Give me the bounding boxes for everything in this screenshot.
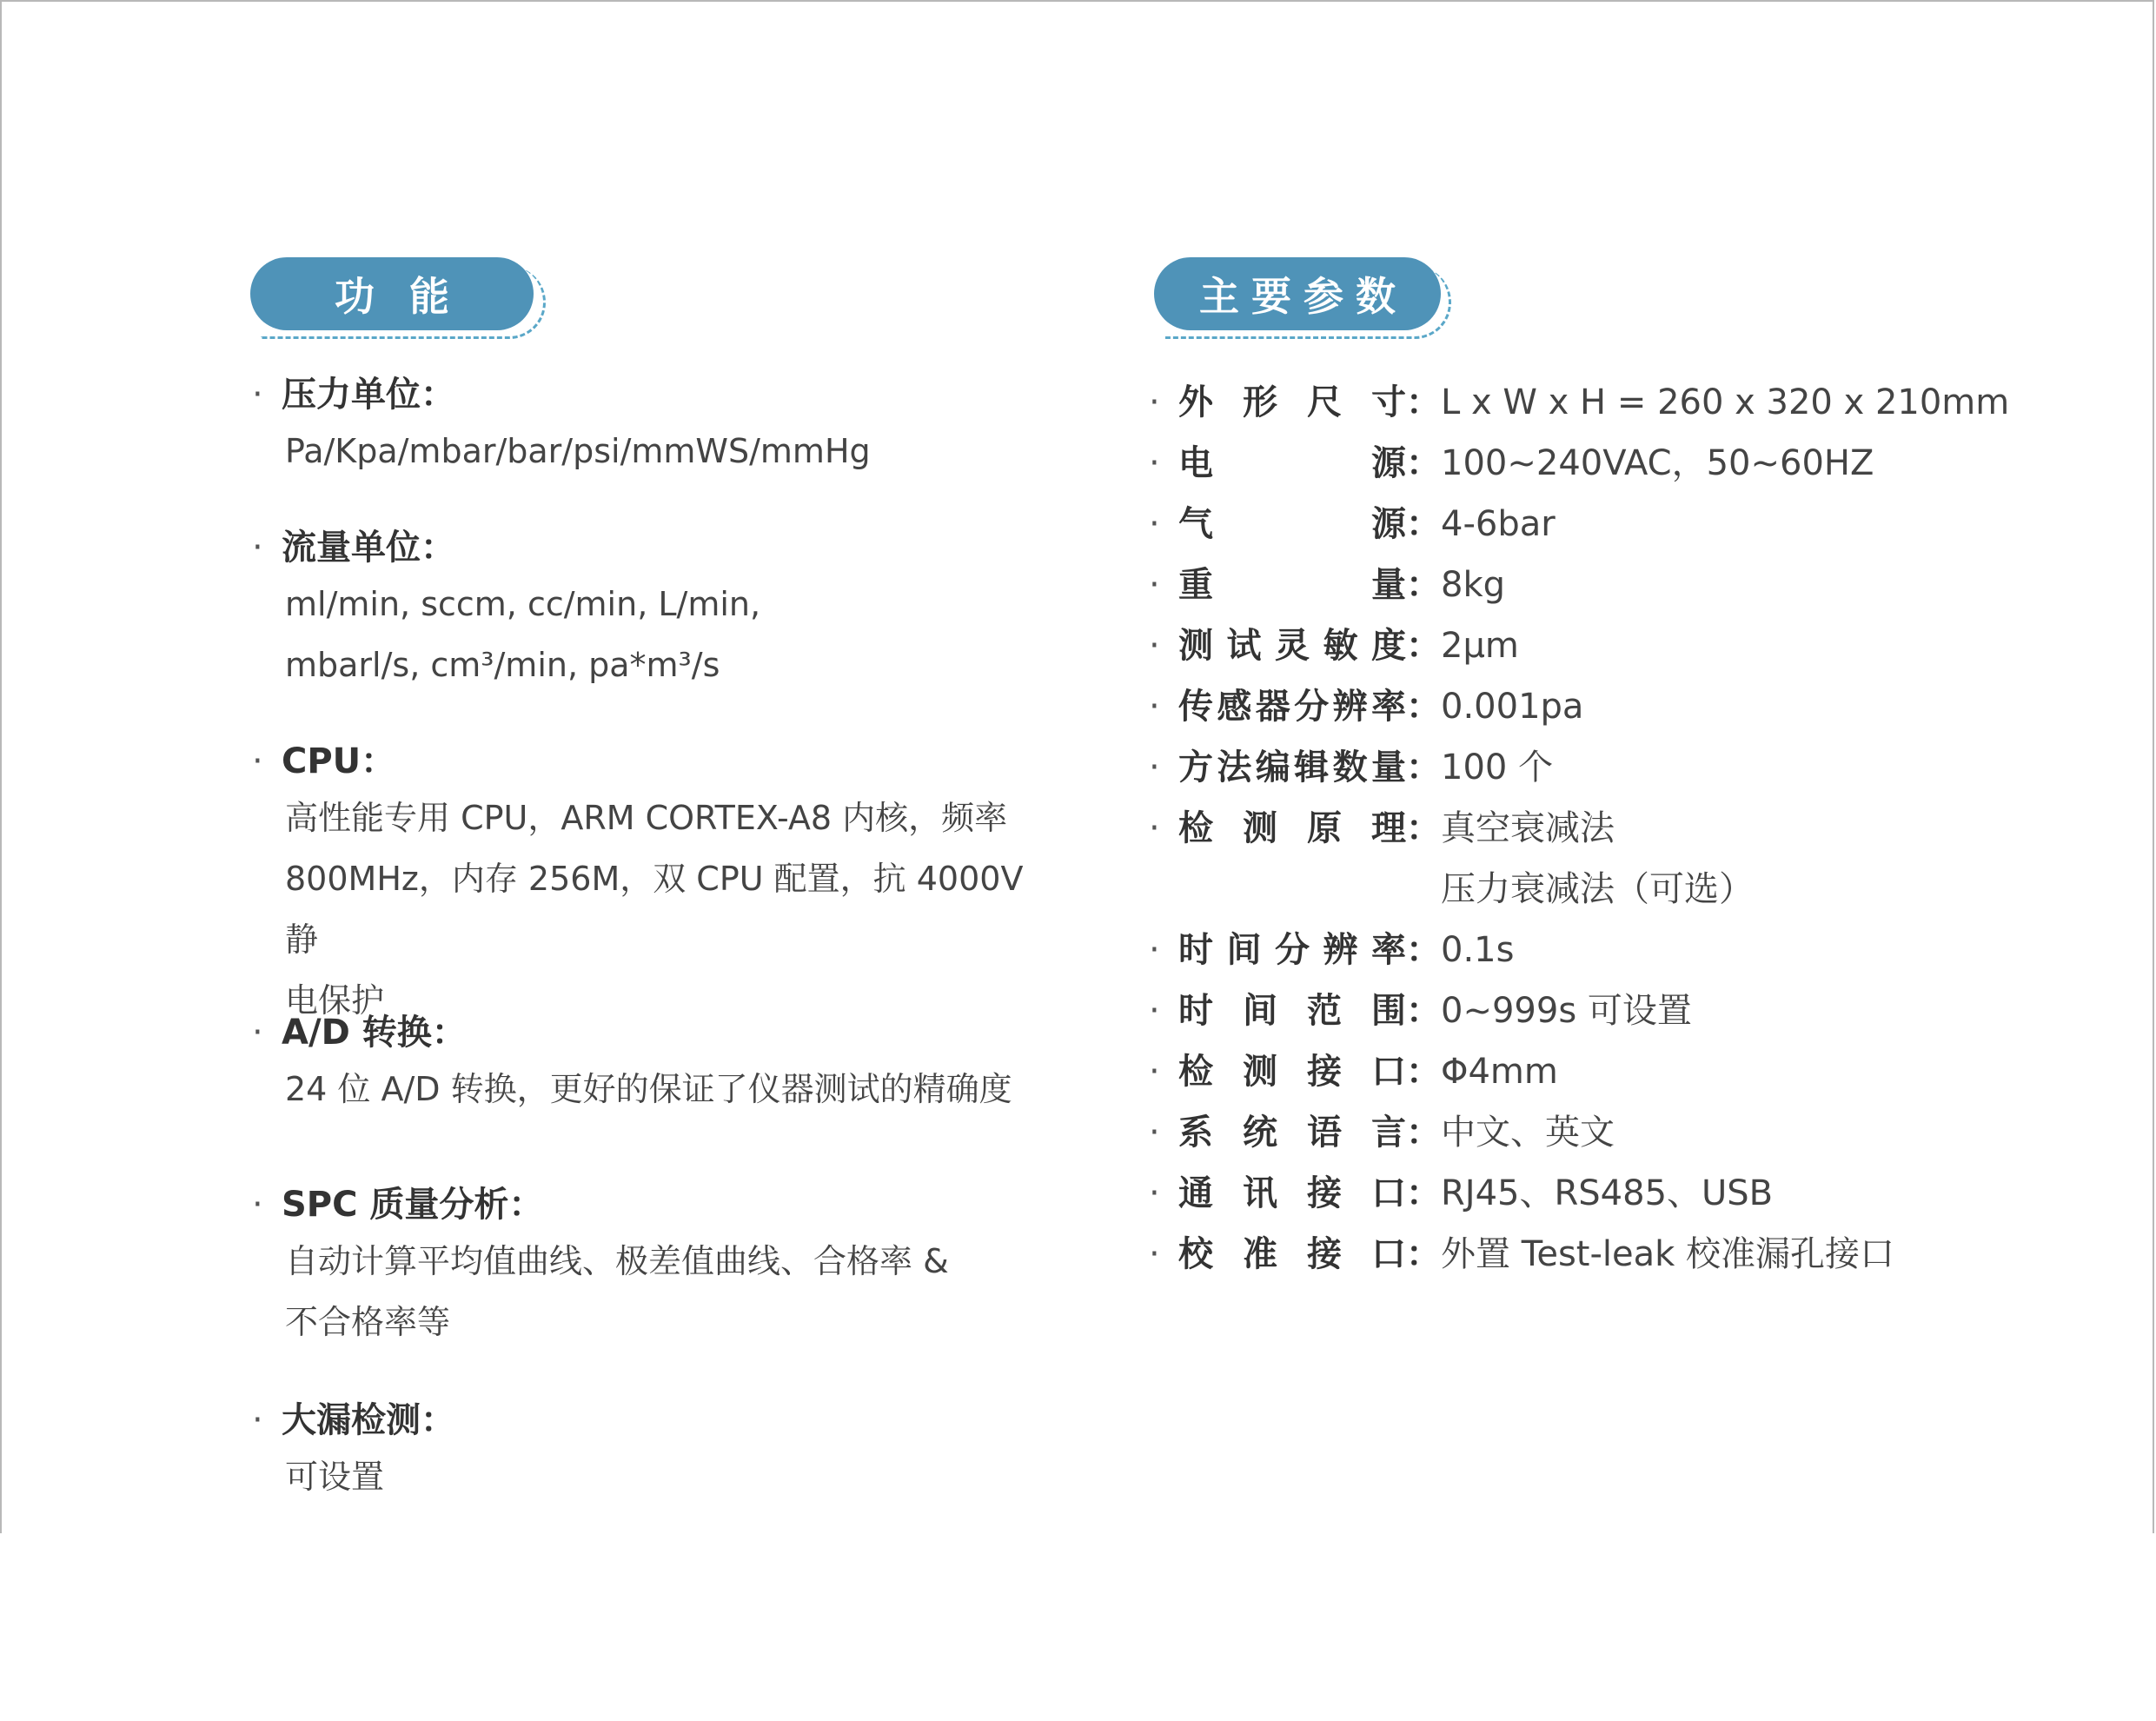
feature-title [252, 1394, 1051, 1446]
bullet: · [1149, 1234, 1160, 1274]
parameter-label-char: 试 [1226, 626, 1262, 666]
bullet: · [1149, 565, 1160, 605]
parameter-label-char: 校 [1178, 1234, 1213, 1274]
bullet: · [1149, 748, 1160, 787]
parameter-label-char: 尺 [1307, 382, 1342, 422]
bullet: · [1149, 1173, 1160, 1213]
bullet: · [252, 741, 263, 781]
parameter-value: 0.1s [1441, 930, 1515, 970]
bullet: · [1149, 687, 1160, 727]
parameter-label-char: 度 [1371, 626, 1406, 666]
parameter-value: RJ45、RS485、USB [1441, 1173, 1774, 1213]
functions-header [250, 257, 546, 341]
parameter-label-char: 测 [1178, 626, 1213, 666]
parameter-label-char: 外 [1178, 382, 1213, 422]
feature-title [252, 1007, 1051, 1059]
parameter-label-char: 间 [1226, 930, 1262, 970]
bullet: · [252, 1400, 263, 1440]
parameter-label-char: 灵 [1275, 626, 1310, 666]
parameter-value: 中文、英文 [1441, 1113, 1615, 1153]
parameter-label [1178, 555, 1406, 615]
parameter-label-char: 形 [1243, 382, 1277, 422]
parameter-label-char: 讯 [1243, 1173, 1277, 1213]
parameter-label [1178, 433, 1406, 494]
feature-body: 24 位 A/D 转换，更好的保证了仪器测试的精确度 [285, 1070, 1012, 1108]
parameter-label-char: 系 [1178, 1113, 1213, 1153]
parameter-row [1149, 494, 2139, 555]
parameter-label [1178, 494, 1406, 555]
parameter-value: 100 个 [1441, 748, 1554, 787]
feature-body: Pa/Kpa/mbar/bar/psi/mmWS/mmHg [285, 432, 871, 470]
parameter-label-char: 辑 [1294, 748, 1330, 787]
parameter-label-char: 统 [1243, 1113, 1277, 1153]
parameter-label [1178, 676, 1406, 737]
parameter-label-char: 传 [1178, 687, 1213, 727]
parameter-label-char: 量 [1371, 565, 1406, 605]
parameters-header-label: 主要参数 [1154, 257, 1441, 330]
parameter-label-char: 率 [1371, 930, 1406, 970]
parameter-label-char: 感 [1217, 687, 1252, 727]
parameter-label-char: 敏 [1323, 626, 1358, 666]
bullet: · [252, 375, 263, 415]
feature-flow-units [252, 522, 1051, 695]
parameter-label-char: 源 [1371, 443, 1406, 483]
feature-body: 可设置 [285, 1458, 385, 1496]
parameter-row [1149, 555, 2139, 615]
parameter-row [1149, 737, 2139, 798]
parameter-colon: ： [1406, 991, 1441, 1031]
parameter-label-char: 间 [1243, 991, 1277, 1031]
parameter-value: 0.001pa [1441, 687, 1584, 727]
parameter-value: 4-6bar [1441, 504, 1556, 544]
parameter-colon: ： [1406, 565, 1441, 605]
parameter-value: 真空衰减法 压力衰减法（可选） [1441, 808, 1754, 909]
parameters-header [1154, 257, 1449, 341]
parameter-colon: ： [1406, 1173, 1441, 1213]
bullet: · [252, 1185, 263, 1225]
bullet: · [1149, 443, 1160, 483]
feature-title-text: A/D 转换： [282, 1013, 467, 1053]
parameter-label [1178, 920, 1406, 980]
parameter-label-char: 量 [1370, 748, 1406, 787]
parameter-label [1178, 1163, 1406, 1224]
parameter-label-char: 语 [1307, 1113, 1342, 1153]
parameter-label [1178, 372, 1406, 433]
parameter-label-char: 数 [1332, 748, 1368, 787]
bullet: · [1149, 504, 1160, 544]
parameter-label-char: 准 [1243, 1234, 1277, 1274]
bullet: · [252, 1013, 263, 1053]
parameter-colon: ： [1406, 930, 1441, 970]
parameter-row [1149, 1163, 2139, 1224]
parameter-label [1178, 1041, 1406, 1102]
parameter-label-char: 方 [1178, 748, 1213, 787]
feature-body: ml/min, sccm, cc/min, L/min, mbarl/s, cm³/min, pa*m³/s [285, 585, 761, 684]
parameter-colon: ： [1406, 443, 1441, 483]
parameter-value: 2μm [1441, 626, 1519, 666]
feature-title [252, 522, 1051, 574]
parameter-label-char: 口 [1371, 1052, 1406, 1092]
feature-title [252, 735, 1051, 787]
parameter-label-char: 编 [1255, 748, 1290, 787]
parameter-value: Φ4mm [1441, 1052, 1558, 1092]
parameter-label [1178, 798, 1406, 859]
parameter-label-char: 电 [1178, 443, 1213, 483]
parameter-label-char: 口 [1371, 1173, 1406, 1213]
parameter-label-char: 口 [1371, 1234, 1406, 1274]
parameter-label-char: 法 [1217, 748, 1252, 787]
feature-gross-leak [252, 1394, 1051, 1507]
feature-title-text: CPU： [282, 741, 396, 781]
parameter-label-char: 器 [1255, 687, 1290, 727]
parameter-colon: ： [1406, 504, 1441, 544]
parameter-row [1149, 1041, 2139, 1102]
bullet: · [252, 528, 263, 568]
feature-cpu [252, 735, 1051, 1031]
parameter-label-char: 检 [1178, 808, 1213, 848]
parameter-row [1149, 1102, 2139, 1163]
parameter-label-char: 接 [1307, 1234, 1342, 1274]
feature-title-text: 流量单位： [282, 528, 455, 568]
parameter-value: 8kg [1441, 565, 1506, 605]
bullet: · [1149, 1052, 1160, 1092]
feature-ad-conversion [252, 1007, 1051, 1120]
parameter-colon: ： [1406, 748, 1441, 787]
feature-body: 高性能专用 CPU，ARM CORTEX-A8 内核，频率 800MHz，内存 256M，双 CPU 配置，抗 4000V 静 电保护 [285, 799, 1024, 1020]
bullet: · [1149, 1113, 1160, 1153]
functions-header-label: 功能 [250, 257, 534, 330]
parameter-label-char: 原 [1307, 808, 1342, 848]
parameter-label-char: 分 [1275, 930, 1310, 970]
parameter-label-char: 接 [1307, 1173, 1342, 1213]
parameter-label-char: 辨 [1323, 930, 1358, 970]
bullet: · [1149, 626, 1160, 666]
parameter-colon: ： [1406, 1113, 1441, 1153]
parameter-label-char: 分 [1294, 687, 1330, 727]
feature-title [252, 1179, 1051, 1231]
parameter-label-char: 重 [1178, 565, 1213, 605]
parameter-row [1149, 1224, 2139, 1285]
parameter-label-char: 源 [1371, 504, 1406, 544]
parameter-value: 100~240VAC，50~60HZ [1441, 443, 1874, 483]
parameter-value: 0~999s 可设置 [1441, 991, 1692, 1031]
parameter-label-char: 检 [1178, 1052, 1213, 1092]
parameter-label [1178, 980, 1406, 1041]
feature-title-text: 压力单位： [282, 375, 455, 415]
feature-pressure-units [252, 369, 1051, 482]
parameter-row [1149, 676, 2139, 737]
parameter-row [1149, 615, 2139, 676]
parameter-row [1149, 920, 2139, 980]
parameter-label-char: 理 [1371, 808, 1406, 848]
parameter-colon: ： [1406, 1234, 1441, 1274]
parameter-label-char: 率 [1370, 687, 1406, 727]
feature-spc-analysis [252, 1179, 1051, 1352]
parameter-label-char: 围 [1371, 991, 1406, 1031]
bullet: · [1149, 991, 1160, 1031]
parameter-colon: ： [1406, 808, 1441, 848]
parameter-label-char: 气 [1178, 504, 1213, 544]
parameter-row [1149, 433, 2139, 494]
feature-title [252, 369, 1051, 421]
feature-title-text: SPC 质量分析： [282, 1185, 544, 1225]
parameter-label-char: 时 [1178, 991, 1213, 1031]
bullet: · [1149, 808, 1160, 848]
bullet: · [1149, 382, 1160, 422]
parameter-label-char: 范 [1307, 991, 1342, 1031]
parameter-value: 外置 Test-leak 校准漏孔接口 [1441, 1234, 1895, 1274]
parameter-label [1178, 1224, 1406, 1285]
parameter-label [1178, 1102, 1406, 1163]
parameter-label-char: 测 [1243, 808, 1277, 848]
parameter-value: L x W x H = 260 x 320 x 210mm [1441, 382, 2010, 422]
parameter-label-char: 测 [1243, 1052, 1277, 1092]
parameter-label-char: 言 [1371, 1113, 1406, 1153]
parameter-label-char: 通 [1178, 1173, 1213, 1213]
parameter-row [1149, 980, 2139, 1041]
parameter-row [1149, 372, 2139, 433]
parameter-label [1178, 615, 1406, 676]
parameter-row [1149, 798, 2139, 920]
bullet: · [1149, 930, 1160, 970]
parameter-label-char: 辨 [1332, 687, 1368, 727]
parameter-label-char: 寸 [1371, 382, 1406, 422]
parameter-label-char: 时 [1178, 930, 1213, 970]
parameter-label [1178, 737, 1406, 798]
feature-title-text: 大漏检测： [282, 1400, 455, 1440]
parameter-colon: ： [1406, 687, 1441, 727]
parameter-colon: ： [1406, 1052, 1441, 1092]
parameter-colon: ： [1406, 626, 1441, 666]
parameter-colon: ： [1406, 382, 1441, 422]
parameter-list [1149, 372, 2139, 1285]
parameter-label-char: 接 [1307, 1052, 1342, 1092]
feature-body: 自动计算平均值曲线、极差值曲线、合格率 & 不合格率等 [285, 1242, 949, 1341]
